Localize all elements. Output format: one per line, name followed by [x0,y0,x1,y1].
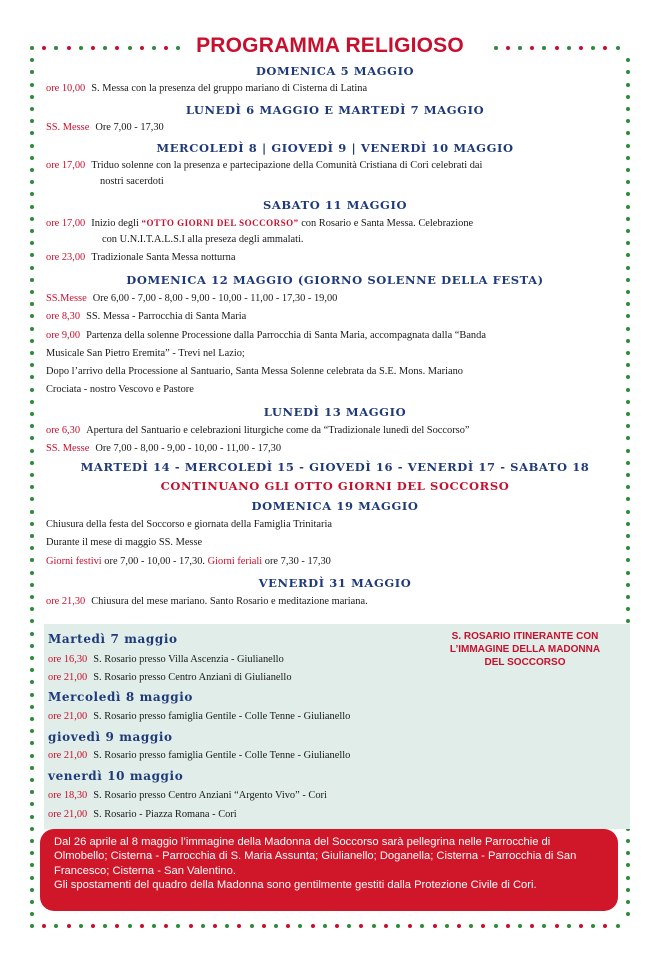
border-dot [30,314,34,318]
border-dot [626,436,630,440]
border-dot [30,827,34,831]
border-dot [298,924,302,928]
border-dot [213,924,217,928]
border-dot [518,924,522,928]
border-dot [30,656,34,660]
border-dot [30,180,34,184]
schedule-line: ore 8,30 SS. Messa - Parrocchia di Santa Maria [46,311,247,322]
border-dot [189,924,193,928]
border-dot [30,449,34,453]
border-dot [626,351,630,355]
border-dot [567,924,571,928]
border-dot [626,449,630,453]
border-dot [30,95,34,99]
day-heading: MERCOLEDÌ 8 | GIOVEDÌ 9 | VENERDÌ 10 MAGGIO [156,141,514,155]
border-dot [626,619,630,623]
border-dot [30,168,34,172]
schedule-line: Giorni festivi ore 7,00 - 10,00 - 17,30. Giorni feriali ore 7,30 - 17,30 [46,556,331,567]
border-dot [30,839,34,843]
pilgrimage-banner [40,829,618,911]
border-dot [626,839,630,843]
border-dot [626,83,630,87]
border-dot [626,375,630,379]
day-heading: DOMENICA 5 MAGGIO [255,64,415,78]
border-dot [626,266,630,270]
rosary-line: ore 21,00 S. Rosario presso famiglia Gentile - Colle Tenne - Giulianello [48,750,351,761]
border-dot [626,363,630,367]
schedule-line: Dopo l’arrivo della Processione al Santuario, Santa Messa Solenne celebrata da S.E. Mons. Mariano [46,366,463,377]
day-heading: SABATO 11 MAGGIO [262,198,408,212]
border-dot [30,290,34,294]
border-dot [626,400,630,404]
border-dot [626,107,630,111]
border-dot [626,290,630,294]
border-dot [30,497,34,501]
rosary-line: ore 18,30 S. Rosario presso Centro Anziani “Argento Vivo” - Cori [48,790,327,801]
border-dot [626,851,630,855]
border-dot [225,924,229,928]
border-dot [626,912,630,916]
border-dot [626,205,630,209]
border-dot [30,534,34,538]
schedule-line: Musicale San Pietro Eremita” - Trevi nel Lazio; [46,348,245,359]
border-dot [115,924,119,928]
border-dot [30,863,34,867]
border-dot [30,619,34,623]
border-dot [30,693,34,697]
day-heading: MARTEDÌ 14 - MERCOLEDÌ 15 - GIOVEDÌ 16 - VENERDÌ 17 - SABATO 18 [80,460,590,474]
border-dot [30,754,34,758]
border-dot [30,912,34,916]
border-dot [30,327,34,331]
day-heading: DOMENICA 12 MAGGIO (GIORNO SOLENNE DELLA FESTA) [126,273,544,287]
border-dot [30,900,34,904]
border-dot [616,924,620,928]
border-dot [626,217,630,221]
schedule-line: ore 17,00 Triduo solenne con la presenza e partecipazione della Comunità Cristiana di Cori celebrati dai [46,160,483,171]
border-dot [250,924,254,928]
border-dot [626,497,630,501]
schedule-line: SS.Messe Ore 6,00 - 7,00 - 8,00 - 9,00 - 10,00 - 11,00 - 17,30 - 19,00 [46,293,338,304]
border-dot [237,924,241,928]
border-dot [626,558,630,562]
border-dot [530,924,534,928]
border-dot [445,924,449,928]
border-dot [626,607,630,611]
border-dot [396,924,400,928]
border-dot [626,119,630,123]
border-dot [30,119,34,123]
border-dot [591,924,595,928]
border-dot [30,424,34,428]
border-dot [91,924,95,928]
border-dot [30,644,34,648]
border-dot [30,705,34,709]
schedule-line: ore 21,30 Chiusura del mese mariano. Santo Rosario e meditazione mariana. [46,596,368,607]
border-dot [626,314,630,318]
rosary-line: ore 21,00 S. Rosario - Piazza Romana - Cori [48,809,237,820]
schedule-line: Durante il mese di maggio SS. Messe [46,537,203,548]
border-dot [626,485,630,489]
border-dot [626,144,630,148]
rosary-panel [44,624,630,829]
border-dot [30,583,34,587]
border-dot [30,375,34,379]
border-dot [626,888,630,892]
border-dot [433,924,437,928]
day-heading: LUNEDÌ 13 MAGGIO [263,405,407,419]
border-dot [30,522,34,526]
border-dot [384,924,388,928]
day-heading: LUNEDÌ 6 MAGGIO E MARTEDÌ 7 MAGGIO [185,103,485,117]
schedule-line: ore 9,00 Partenza della solenne Processione dalla Parrocchia di Santa Maria, accompagnata dalla “Banda [46,330,486,341]
border-dot [30,107,34,111]
border-dot [626,863,630,867]
schedule-line: Crociata - nostro Vescovo e Pastore [46,384,194,395]
border-dot [420,924,424,928]
border-dot [30,229,34,233]
border-dot [494,924,498,928]
border-dot [30,156,34,160]
schedule-line: Chiusura della festa del Soccorso e giornata della Famiglia Trinitaria [46,519,332,530]
border-dot [626,595,630,599]
border-dot [30,741,34,745]
border-dot [286,924,290,928]
border-dot [30,266,34,270]
border-dot [603,924,607,928]
border-dot [30,58,34,62]
border-dot [469,924,473,928]
border-dot [30,766,34,770]
continuation-heading: CONTINUANO GLI OTTO GIORNI DEL SOCCORSO [160,479,510,493]
border-dot [626,900,630,904]
border-dot [626,58,630,62]
border-dot [30,70,34,74]
border-dot [30,595,34,599]
border-dot [54,924,58,928]
border-dot [30,571,34,575]
border-dot [30,558,34,562]
border-dot [262,924,266,928]
border-dot [30,851,34,855]
schedule-line: SS. Messe Ore 7,00 - 8,00 - 9,00 - 10,00 - 11,00 - 17,30 [46,443,282,454]
border-dot [176,924,180,928]
border-dot [30,888,34,892]
border-dot [626,339,630,343]
border-dot [30,815,34,819]
border-dot [30,436,34,440]
border-dot [555,924,559,928]
border-dot [79,924,83,928]
border-dot [30,131,34,135]
schedule-line: con U.N.I.T.A.L.S.I alla preseza degli ammalati. [102,234,304,245]
border-dot [30,510,34,514]
border-dot [30,217,34,221]
border-dot [30,473,34,477]
border-dot [30,302,34,306]
schedule-line: nostri sacerdoti [100,176,164,187]
border-dot [626,546,630,550]
border-dot [626,522,630,526]
border-dot [626,412,630,416]
border-dot [128,924,132,928]
border-dot [323,924,327,928]
border-dot [626,583,630,587]
border-dot [626,461,630,465]
border-dot [42,924,46,928]
border-dot [164,924,168,928]
day-heading: VENERDÌ 31 MAGGIO [258,576,412,590]
border-dot [481,924,485,928]
rosary-day-heading: Martedì 7 maggio [48,632,178,646]
border-dot [626,253,630,257]
border-dot [30,461,34,465]
border-dot [626,424,630,428]
border-dot [347,924,351,928]
border-dot [372,924,376,928]
border-dot [30,400,34,404]
page-title: PROGRAMMA RELIGIOSO [196,34,464,57]
border-dot [626,534,630,538]
border-dot [30,412,34,416]
rosary-note: S. ROSARIO ITINERANTE CON L’IMMAGINE DELLA MADONNA DEL SOCCORSO [449,631,601,668]
border-dot [30,729,34,733]
border-dot [30,717,34,721]
border-dot [626,388,630,392]
schedule-line: ore 23,00 Tradizionale Santa Messa notturna [46,252,236,263]
border-dot [30,607,34,611]
border-dot [30,485,34,489]
rosary-line: ore 21,00 S. Rosario presso Centro Anziani di Giulianello [48,672,292,683]
border-dot [152,924,156,928]
day-heading: DOMENICA 19 MAGGIO [251,499,419,513]
border-dot [103,924,107,928]
border-dot [626,510,630,514]
border-dot [626,876,630,880]
border-dot [30,83,34,87]
border-dot [30,339,34,343]
rosary-line: ore 21,00 S. Rosario presso famiglia Gentile - Colle Tenne - Giulianello [48,711,351,722]
border-dot [626,192,630,196]
border-dot [30,192,34,196]
border-dot [30,680,34,684]
schedule-line: ore 10,00 S. Messa con la presenza del gruppo mariano di Cisterna di Latina [46,83,368,94]
rosary-day-heading: venerdì 10 maggio [48,769,184,783]
schedule-line: SS. Messe Ore 7,00 - 17,30 [46,122,164,133]
border-dot [30,241,34,245]
border-dot [30,802,34,806]
border-dot [67,924,71,928]
border-dot [626,131,630,135]
rosary-day-heading: Mercoledì 8 maggio [48,690,194,704]
border-dot [579,924,583,928]
border-dot [626,168,630,172]
border-dot [30,876,34,880]
border-dot [626,156,630,160]
border-dot [30,924,34,928]
border-dot [626,302,630,306]
border-dot [408,924,412,928]
banner-text: Gli spostamenti del quadro della Madonna sono gentilmente gestiti dalla Protezione Civile di Cori. [54,879,537,892]
border-dot [626,327,630,331]
border-dot [626,571,630,575]
border-dot [30,778,34,782]
border-dot [30,632,34,636]
border-dot [30,205,34,209]
border-dot [30,278,34,282]
border-dot [30,144,34,148]
border-dot [457,924,461,928]
border-dot [140,924,144,928]
schedule-line: ore 6,30 Apertura del Santuario e celebrazioni liturgiche come da “Tradizionale lunedì del Soccorso” [46,425,470,436]
rosary-day-heading: giovedì 9 maggio [48,730,173,744]
border-dot [30,351,34,355]
banner-text: Dal 26 aprile al 8 maggio l’immagine della Madonna del Soccorso sarà pellegrina nelle Parrocchie di Olmobello; Cisterna - Parrocchia di S. Maria Assunta; Giulianello; Doganella; Cisterna - Parrocchia di San Francesco; Cisterna - San Valentino. [54,836,577,877]
border-dot [30,790,34,794]
border-dot [626,473,630,477]
border-dot [542,924,546,928]
border-dot [335,924,339,928]
border-dot [30,363,34,367]
border-dot [274,924,278,928]
border-dot [311,924,315,928]
schedule-line: ore 17,00 Inizio degli “OTTO GIORNI DEL SOCCORSO” con Rosario e Santa Messa. Celebrazione [46,218,474,229]
border-dot [30,388,34,392]
rosary-line: ore 16,30 S. Rosario presso Villa Ascenzia - Giulianello [48,654,284,665]
border-dot [30,253,34,257]
border-dot [201,924,205,928]
border-dot [626,278,630,282]
border-dot [30,668,34,672]
border-dot [626,95,630,99]
border-dot [626,70,630,74]
border-dot [30,546,34,550]
border-dot [506,924,510,928]
border-dot [359,924,363,928]
